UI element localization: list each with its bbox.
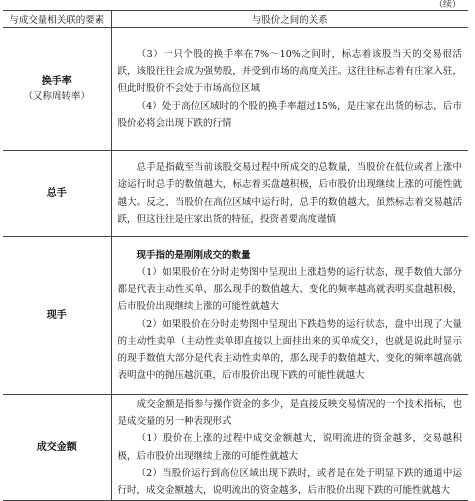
relation-paragraph: （2）当股价运行到高位区域出现下跌时，或者是在处于明显下跌的通道中运行时，成交金额越大，说明流出的资金越多，后市股价出现下跌的可能性就越大 [117, 467, 462, 497]
table-row-turnover-amount [3, 395, 468, 501]
continued-note: （续） [433, 0, 461, 10]
relation-cell [111, 237, 468, 395]
factor-cell [3, 151, 111, 237]
factor-name: 现手 [46, 310, 67, 321]
column-header-relation: 与股价之间的关系 [111, 11, 468, 28]
relation-cell [111, 395, 468, 501]
relation-paragraph: 总手是指截至当前该股交易过程中所成交的总数量，当股价在低位或者上涨中途运行时总手的数值越大，标志着买盘越积极，后市股价出现继续上涨的可能性就越大。反之，当股价在高位区域中运行时，总手的数值越大，虽然标志着交易越活跃，但这往往是庄家出货的特征，投资者要高度谨慎 [117, 162, 462, 225]
relation-cell [111, 151, 468, 237]
column-header-factor: 与成交量相关联的要素 [3, 11, 111, 28]
table-row-current-volume [3, 237, 468, 395]
factor-cell [3, 237, 111, 395]
factor-name: 成交金额 [36, 442, 77, 454]
factor-cell [3, 395, 111, 501]
relation-paragraph: （1）如果股价在分时走势图中呈现出上涨趋势的运行状态，现手数值大部分都是代表主动性买单，那么现手的数值越大、变化的频率越高就表明买盘越积极，后市股价出现继续上涨的可能性就越大 [117, 266, 462, 313]
table-header-row [3, 11, 468, 28]
factor-name: 总手 [46, 188, 67, 199]
table-row-total-volume [3, 151, 468, 237]
relation-paragraph: （2）如果股价在分时走势图中呈现出下跌趋势的运行状态，盘中出现了大量的主动性卖单（主动性卖单即直接以上面挂出来的买单成交），也就是说此时显示的现手数值大部分是代表主动性卖单的，那么现手的数值越大、变化的频率越高就表明盘中的抛压越沉重，后市股价出现下跌的可能性就越大 [117, 318, 462, 382]
factor-table [3, 10, 468, 501]
relation-cell [111, 28, 468, 151]
relation-paragraph: 成交金额是指参与操作资金的多少，是直接反映交易情况的一个技术指标，也是成交量的另一种表现形式 [117, 399, 462, 428]
relation-paragraph: （1）股价在上涨的过程中成交金额越大，说明流进的资金越多，交易越积极，后市股价出现继续上涨的可能性就越大 [117, 433, 462, 462]
relation-paragraph: （3）一只个股的换手率在7%～10%之间时，标志着该股当天的交易很活跃，该股往往会成为强势股，并受到市场的高度关注。这往往标志着有庄家入驻，但此时股价不会处于市场高位区域 [117, 48, 462, 95]
table-row-turnover [3, 28, 468, 151]
factor-cell [3, 28, 111, 151]
factor-subtitle: （又称周转率） [23, 91, 90, 102]
relation-paragraph: （4）处于高位区域时的个股的换手率超过15%，是庄家在出货的标志，后市股价必将会出现下跌的行情 [117, 100, 462, 129]
factor-name: 换手率 [41, 76, 72, 87]
relation-paragraph: 现手指的是刚刚成交的数量 [136, 249, 251, 261]
